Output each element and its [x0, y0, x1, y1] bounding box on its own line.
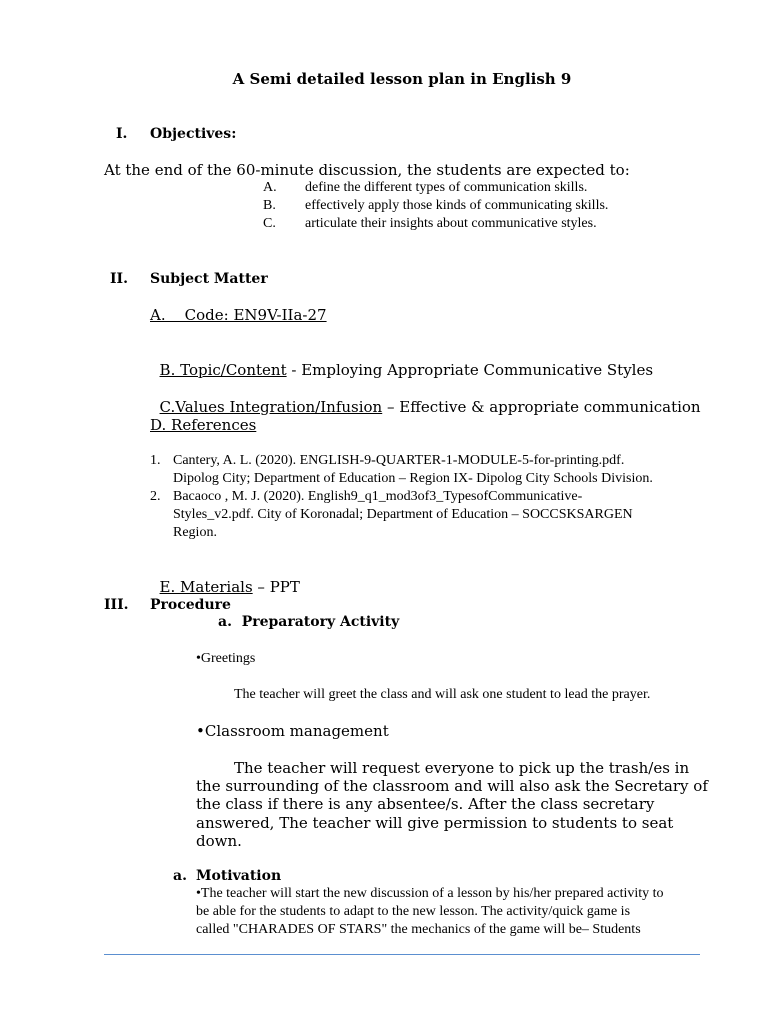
- reference-line: Bacaoco , M. J. (2020). English9_q1_mod3of3_TypesofCommunicative-: [173, 489, 583, 504]
- classroom-management-label: •Classroom management: [196, 722, 389, 740]
- objective-letter: A.: [263, 180, 277, 195]
- greetings-text: The teacher will greet the class and will ask one student to lead the prayer.: [234, 687, 651, 702]
- preparatory-activity-heading: a. Preparatory Activity: [218, 614, 400, 630]
- section-heading-objectives: Objectives:: [150, 126, 237, 142]
- document-title: A Semi detailed lesson plan in English 9: [232, 70, 572, 88]
- materials-label: E. Materials: [159, 578, 253, 596]
- objective-letter: B.: [263, 198, 276, 213]
- motivation-heading: Motivation: [196, 868, 282, 884]
- objective-text: effectively apply those kinds of communicating skills.: [305, 198, 609, 213]
- reference-line: Styles_v2.pdf. City of Koronadal; Department of Education – SOCCSKSARGEN: [173, 507, 633, 522]
- subject-code: A. Code: EN9V-IIa-27: [150, 306, 327, 324]
- section-number-subject: II.: [110, 271, 128, 287]
- section-heading-subject: Subject Matter: [150, 271, 268, 287]
- greetings-label: •Greetings: [196, 651, 256, 666]
- motivation-text-line: be able for the students to adapt to the new lesson. The activity/quick game is: [196, 904, 631, 919]
- subject-values: [150, 380, 701, 416]
- classroom-text-line: down.: [196, 832, 242, 850]
- motivation-letter: a.: [173, 868, 187, 884]
- classroom-text-line: the surrounding of the classroom and will also ask the Secretary of: [196, 777, 708, 795]
- topic-value: - Employing Appropriate Communicative Styles: [286, 361, 654, 379]
- section-number-procedure: III.: [104, 597, 129, 613]
- motivation-text-line: called "CHARADES OF STARS" the mechanics of the game will be– Students: [196, 922, 641, 937]
- classroom-text-line: answered, The teacher will give permission to students to seat: [196, 814, 674, 832]
- reference-line: Dipolog City; Department of Education – Region IX- Dipolog City Schools Division.: [173, 471, 653, 486]
- reference-line: Region.: [173, 525, 217, 540]
- classroom-text-line: The teacher will request everyone to pick up the trash/es in: [234, 759, 690, 777]
- subject-topic: [150, 343, 653, 379]
- references-label: D. References: [150, 416, 257, 434]
- reference-number: 1.: [150, 453, 161, 468]
- section-heading-procedure: Procedure: [150, 597, 231, 613]
- values-label: C.Values Integration/Infusion: [159, 398, 383, 416]
- objectives-intro: At the end of the 60-minute discussion, the students are expected to:: [104, 161, 630, 179]
- subject-materials: [150, 560, 300, 596]
- values-value: – Effective & appropriate communication: [382, 398, 701, 416]
- footer-divider: [104, 954, 700, 955]
- topic-label: B. Topic/Content: [159, 361, 287, 379]
- materials-value: – PPT: [252, 578, 300, 596]
- objective-letter: C.: [263, 216, 276, 231]
- classroom-text-line: the class if there is any absentee/s. After the class secretary: [196, 795, 655, 813]
- reference-line: Cantery, A. L. (2020). ENGLISH-9-QUARTER-1-MODULE-5-for-printing.pdf.: [173, 453, 625, 468]
- objective-text: articulate their insights about communicative styles.: [305, 216, 597, 231]
- motivation-text-line: •The teacher will start the new discussion of a lesson by his/her prepared activity to: [196, 886, 664, 901]
- objective-text: define the different types of communication skills.: [305, 180, 588, 195]
- reference-number: 2.: [150, 489, 161, 504]
- section-number-objectives: I.: [116, 126, 128, 142]
